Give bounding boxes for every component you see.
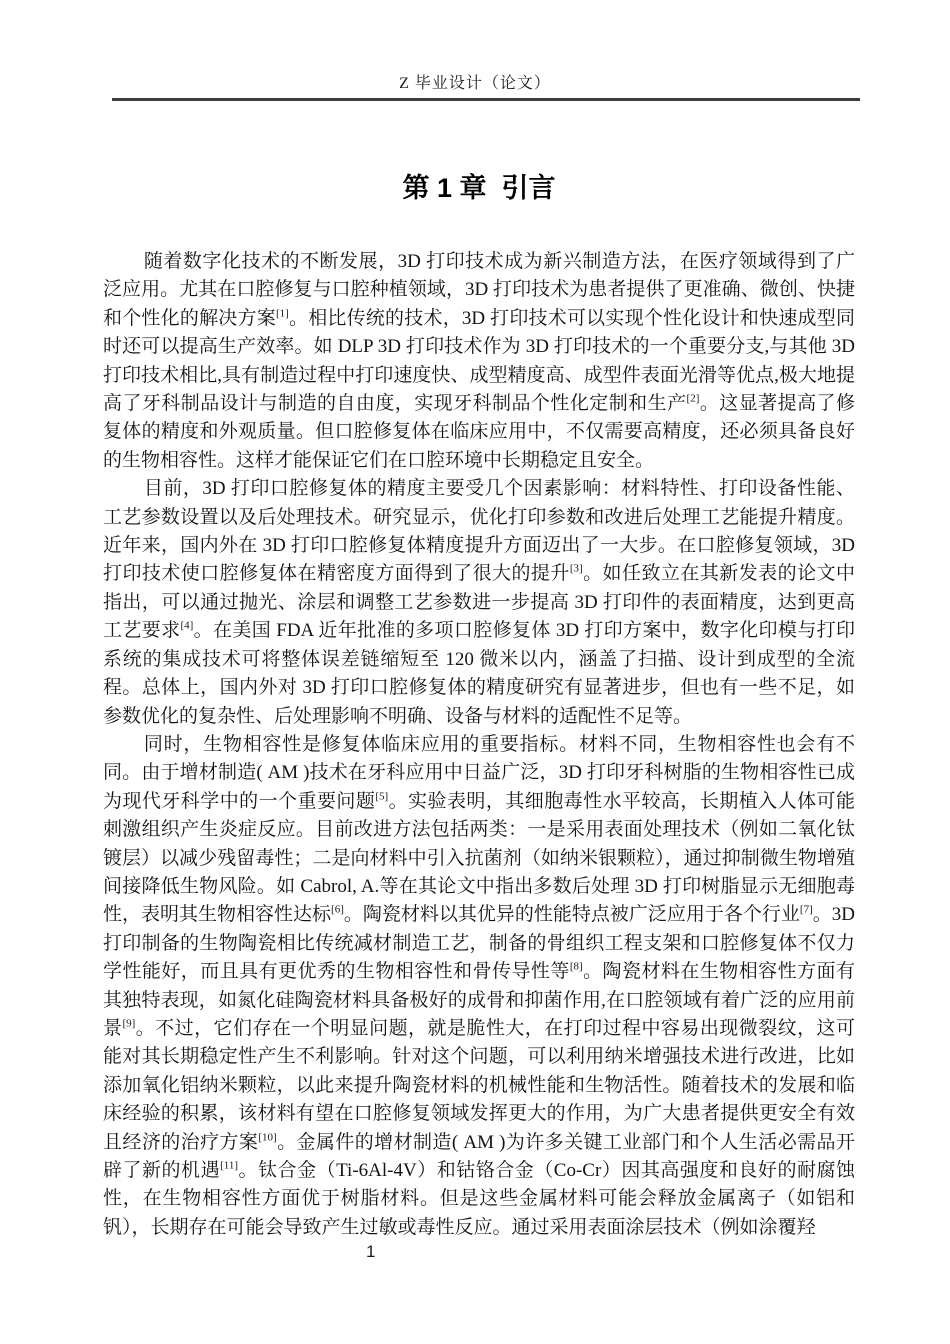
- page-footer: [0, 1242, 950, 1266]
- text-run: 。不过，它们存在一个明显问题，就是脆性大，在打印过程中容易出现微裂纹，这可能对其长期稳定性产生不利影响。针对这个问题，可以利用纳米增强技术进行改进，比如添加氧化铝纳米颗粒，以此来提升陶瓷材料的机械性能和生物活性。随着技术的发展和临床经验的积累，该材料有望在口腔修复领域发挥更大的作用，为广大患者提供更安全有效且经济的治疗方案: [103, 1017, 855, 1153]
- paragraph-container: [103, 248, 855, 1242]
- paragraph: [103, 475, 855, 731]
- citation-ref: [4]: [180, 619, 194, 632]
- citation-ref: [11]: [220, 1159, 239, 1172]
- text-run: 。这显著提高了修复体的精度和外观质量。但口腔修复体在临床应用中，不仅需要高精度，还必须具备良好的生物相容性。这样才能保证它们在口腔环境中长期稳定且安全。: [103, 393, 855, 471]
- text-run: 。钛合金（Ti-6Al-4V）和钴铬合金（Co-Cr）因其高强度和良好的耐腐蚀性，在生物相容性方面优于树脂材料。但是这些金属材料可能会释放金属离子（如铝和钒），长期存在可能会导致产生过敏或毒性反应。通过采用表面涂层技术（例如涂覆羟: [103, 1160, 855, 1238]
- text-run: 。在美国 FDA 近年批准的多项口腔修复体 3D 打印方案中，数字化印模与打印系统的集成技术可将整体误差链缩短至 120 微米以内，涵盖了扫描、设计到成型的全流程。总体上，国内外对 3D 打印口腔修复体的精度研究有显著进步，但也有一些不足，如参数优化的复杂性、后处理影响不明确、设备与材料的适配性不足等。: [103, 620, 855, 727]
- header-title: Z 毕业设计（论文）: [399, 75, 551, 92]
- text-run: 。陶瓷材料以其优异的性能特点被广泛应用于各个行业: [343, 904, 800, 926]
- citation-ref: [8]: [569, 960, 583, 973]
- document-body: [103, 0, 855, 1242]
- text-run: 同时，生物相容性是修复体临床应用的重要指标。材料不同，生物相容性也会有不同。由于增材制造( AM )技术在牙科应用中日益广泛，3D 打印牙科树脂的生物相容性已成为现代牙科学中的一个重要问题: [103, 733, 855, 812]
- text-run: 。陶瓷材料在生物相容性方面有其独特表现，如氮化硅陶瓷材料具备极好的成骨和抑菌作用,在口腔领域有着广泛的应用前景: [103, 961, 855, 1039]
- text-run: 。实验表明，其细胞毒性水平较高，长期植入人体可能刺激组织产生炎症反应。目前改进方法包括两类：一是采用表面处理技术（例如二氧化钛镀层）以减少残留毒性；二是向材料中引入抗菌剂（如纳米银颗粒），通过抑制微生物增殖间接降低生物风险。如 Cabrol, A.等在其论文中指出多数后处理 3D 打印树脂显示无细胞毒性，表明其生物相容性达标: [103, 790, 855, 926]
- text-run: 目前，3D 打印口腔修复体的精度主要受几个因素影响：材料特性、打印设备性能、工艺参数设置以及后处理技术。研究显示，优化打印参数和改进后处理工艺能提升精度。近年来，国内外在 3D 打印口腔修复体精度提升方面迈出了一大步。在口腔修复领域，3D 打印技术使口腔修复体在精密度方面得到了很大的提升: [103, 478, 855, 585]
- text-run: 。相比传统的技术，3D 打印技术可以实现个性化设计和快速成型同时还可以提高生产效率。如 DLP 3D 打印技术作为 3D 打印技术的一个重要分支,与其他 3D 打印技术相比,具有制造过程中打印速度快、成型精度高、成型件表面光滑等优点,极大地提高了牙科制品设计与制造的自由度，实现牙科制品个性化定制和生产: [103, 307, 855, 415]
- citation-ref: [2]: [686, 392, 700, 405]
- page-number: 1: [366, 1242, 376, 1261]
- chapter-title: 第 1 章 引言: [402, 173, 556, 203]
- text-run: 。金属件的增材制造( AM )为许多关键工业部门和个人生活必需品开辟了新的机遇: [103, 1131, 855, 1181]
- paragraph: [103, 248, 855, 475]
- paragraph: [103, 731, 855, 1242]
- citation-ref: [10]: [258, 1131, 277, 1144]
- citation-ref: [9]: [122, 1017, 136, 1030]
- citation-ref: [3]: [569, 563, 583, 576]
- citation-ref: [1]: [275, 307, 289, 320]
- citation-ref: [6]: [331, 904, 344, 917]
- text-run: 。如任致立在其新发表的论文中指出，可以通过抛光、涂层和调整工艺参数进一步提高 3D 打印件的表面精度，达到更高工艺要求: [103, 563, 855, 642]
- citation-ref: [5]: [375, 790, 389, 803]
- citation-ref: [7]: [799, 904, 813, 917]
- text-run: 随着数字化技术的不断发展，3D 打印技术成为新兴制造方法，在医疗领域得到了广泛应用。尤其在口腔修复与口腔种植领域，3D 打印技术为患者提供了更准确、微创、快捷和个性化的解决方案: [103, 251, 855, 329]
- text-run: 。3D 打印制备的生物陶瓷相比传统减材制造工艺，制备的骨组织工程支架和口腔修复体不仅力学性能好，而且具有更优秀的生物相容性和骨传导性等: [103, 904, 855, 983]
